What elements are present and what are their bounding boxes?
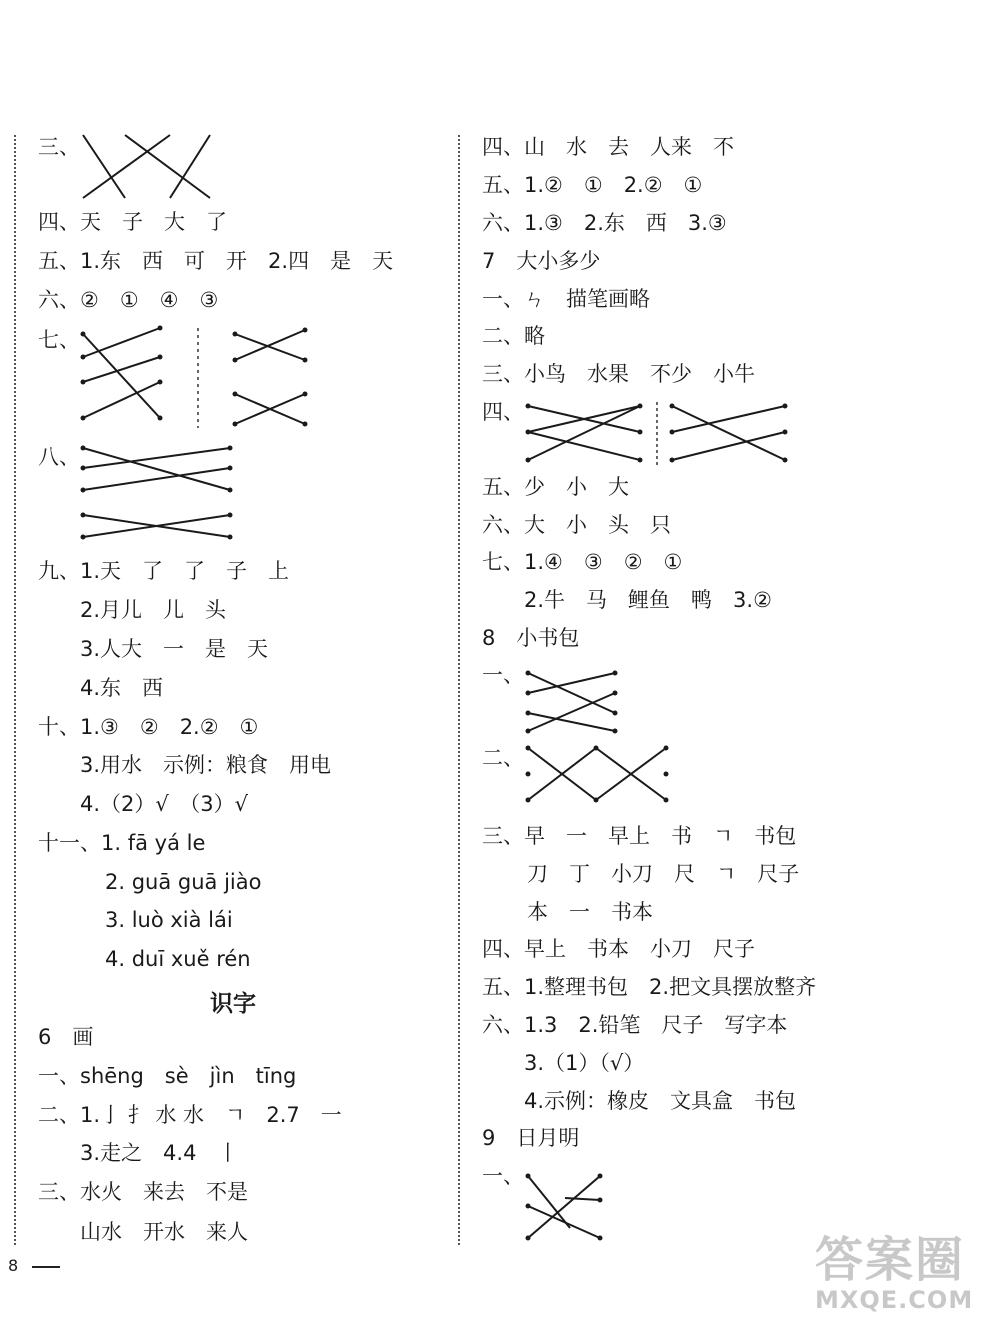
left-l6-3a: 三、水火 来去 不是 [38,1180,248,1204]
match-dot [613,711,618,716]
left-s9-4: 4.东 西 [80,676,164,700]
match-line [83,468,230,490]
match-dot [670,458,675,463]
match-dot [526,729,531,734]
match-line [170,135,210,198]
match-dot [81,513,86,518]
match-dot [526,1204,531,1209]
match-dot [526,458,531,463]
match-line [672,432,785,460]
match-dot [303,422,308,427]
match-dot [158,326,163,331]
right-l8-3b: 刀 丁 小刀 尺 ㄱ 尺子 [527,862,800,886]
match-dot [158,416,163,421]
match-dot [526,691,531,696]
left-s3-label: 三、 [38,135,80,159]
right-l9-1-label: 一、 [482,1164,524,1188]
match-dot [526,404,531,409]
match-dot [81,332,86,337]
match-line [83,135,170,198]
column-divider-dots [458,135,460,1245]
left-s9-3: 3.人大 一 是 天 [80,637,269,661]
left-l6-1: 一、shēng sè jìn tīng [38,1064,297,1088]
match-line [83,448,230,490]
match-dot [664,798,669,803]
match-dot [81,380,86,385]
match-line [83,334,160,418]
watermark-url: MXQE.COM [815,1286,974,1314]
match-dot [526,746,531,751]
match-dot [783,430,788,435]
matching-diagram-3 [75,130,225,205]
match-dot [613,691,618,696]
left-s11-1: 十一、1. fā yá le [38,831,206,855]
right-l8-1-label: 一、 [482,663,524,687]
right-l7-6: 六、大 小 头 只 [482,513,671,537]
match-dot [81,416,86,421]
match-dot [303,358,308,363]
match-dot [598,1174,603,1179]
match-line [83,382,160,418]
lesson-6-title: 6 画 [38,1025,94,1049]
match-dot [670,404,675,409]
match-dot [303,392,308,397]
match-dot [228,446,233,451]
left-s10-4: 4.（2）√ （3）√ [80,792,249,816]
left-s4: 四、天 子 大 了 [38,210,227,234]
match-dot [598,1198,603,1203]
right-l7-3: 三、小鸟 水果 不少 小牛 [482,362,755,386]
right-l8-3a: 三、早 一 早上 书 ㄱ 书包 [482,824,797,848]
match-dot [638,404,643,409]
left-s11-3: 3. luò xià lái [105,908,233,932]
lesson-9-title: 9 日月明 [482,1126,580,1150]
match-line [672,406,785,460]
match-line [83,357,160,382]
match-dot [613,671,618,676]
match-line [528,1206,600,1238]
match-line [528,406,640,460]
match-line [125,135,210,198]
left-s5: 五、1.东 西 可 开 2.四 是 天 [38,249,394,273]
right-l7-2: 二、略 [482,324,545,348]
match-dot [526,798,531,803]
match-line [528,713,615,731]
match-dot [81,488,86,493]
matching-diagram-8-2 [520,738,680,810]
matching-diagram-8-1 [520,665,625,740]
match-dot [233,332,238,337]
right-l8-5: 五、1.整理书包 2.把文具摆放整齐 [482,975,817,999]
match-dot [526,671,531,676]
match-dot [233,392,238,397]
right-l8-3c: 本 一 书本 [527,900,653,924]
right-s6: 六、1.③ 2.东 西 3.③ [482,211,727,235]
match-dot [233,358,238,363]
match-dot [228,466,233,471]
right-l8-6c: 4.示例：橡皮 文具盒 书包 [524,1089,797,1113]
right-l8-6b: 3.（1）（√） [524,1051,645,1075]
match-dot [228,488,233,493]
match-line [528,673,615,713]
watermark-logo [815,1232,990,1325]
match-dot [783,458,788,463]
match-dot [526,1236,531,1241]
match-line [672,406,785,432]
right-l7-4-label: 四、 [482,400,524,424]
match-dot [664,746,669,751]
left-s10-1: 十、1.③ ② 2.② ① [38,715,259,739]
match-dot [783,404,788,409]
section-title: 识字 [210,991,256,1017]
left-s9-2: 2.月儿 儿 头 [80,598,227,622]
match-line [83,328,160,357]
right-l7-1: 一、ㄣ 描笔画略 [482,287,650,311]
match-line [528,1176,600,1238]
right-s4: 四、山 水 去 人来 不 [482,135,734,159]
left-l6-2b: 3.走之 4.4 丨 [80,1141,239,1165]
match-dot [613,729,618,734]
match-dot [526,772,531,777]
left-s10-3: 3.用水 示例：粮食 用电 [80,753,332,777]
right-l7-7a: 七、1.④ ③ ② ① [482,550,683,574]
match-dot [158,355,163,360]
match-dot [81,355,86,360]
right-l8-4: 四、早上 书本 小刀 尺子 [482,937,755,961]
right-l8-2-label: 二、 [482,746,524,770]
lesson-7-title: 7 大小多少 [482,249,601,273]
left-margin-dots [14,135,16,1245]
match-dot [638,458,643,463]
watermark-text: 答案圈 [815,1232,966,1288]
match-dot [638,430,643,435]
match-dot [228,513,233,518]
matching-diagram-9-1 [520,1168,615,1248]
match-dot [664,772,669,777]
match-dot [594,746,599,751]
match-dot [526,430,531,435]
right-s5: 五、1.② ① 2.② ① [482,173,703,197]
match-line [528,693,615,731]
match-dot [81,446,86,451]
left-s7-label: 七、 [38,328,80,352]
left-s6: 六、② ① ④ ③ [38,288,219,312]
match-dot [233,422,238,427]
match-line [528,673,615,693]
match-dot [81,466,86,471]
match-line [528,432,640,460]
left-s8-label: 八、 [38,445,80,469]
match-dot [598,1236,603,1241]
match-dot [228,535,233,540]
left-s9-1: 九、1.天 了 了 子 上 [38,559,290,583]
matching-diagram-8 [75,440,245,545]
match-line [83,135,125,198]
match-dot [303,328,308,333]
match-dot [526,1174,531,1179]
match-dot [81,535,86,540]
matching-diagram-7-4 [520,398,795,468]
page-number: 8 [8,1256,19,1275]
right-l7-7b: 2.牛 马 鲤鱼 鸭 3.② [524,588,772,612]
match-dot [670,430,675,435]
match-line [83,448,230,468]
left-l6-3b: 山水 开水 来人 [80,1220,248,1244]
right-l8-6a: 六、1.3 2.铅笔 尺子 写字本 [482,1013,788,1037]
left-l6-2a: 二、1.亅 扌 水 水 ㄱ 2.7 一 [38,1103,342,1127]
match-line [565,1198,600,1200]
left-s11-2: 2. guā guā jiào [105,870,262,894]
match-dot [526,711,531,716]
match-dot [158,380,163,385]
matching-diagram-7 [75,320,315,435]
lesson-8-title: 8 小书包 [482,626,580,650]
match-dot [594,798,599,803]
right-l7-5: 五、少 小 大 [482,475,629,499]
left-s11-4: 4. duī xuě rén [105,947,251,971]
page-number-rule [32,1266,60,1268]
